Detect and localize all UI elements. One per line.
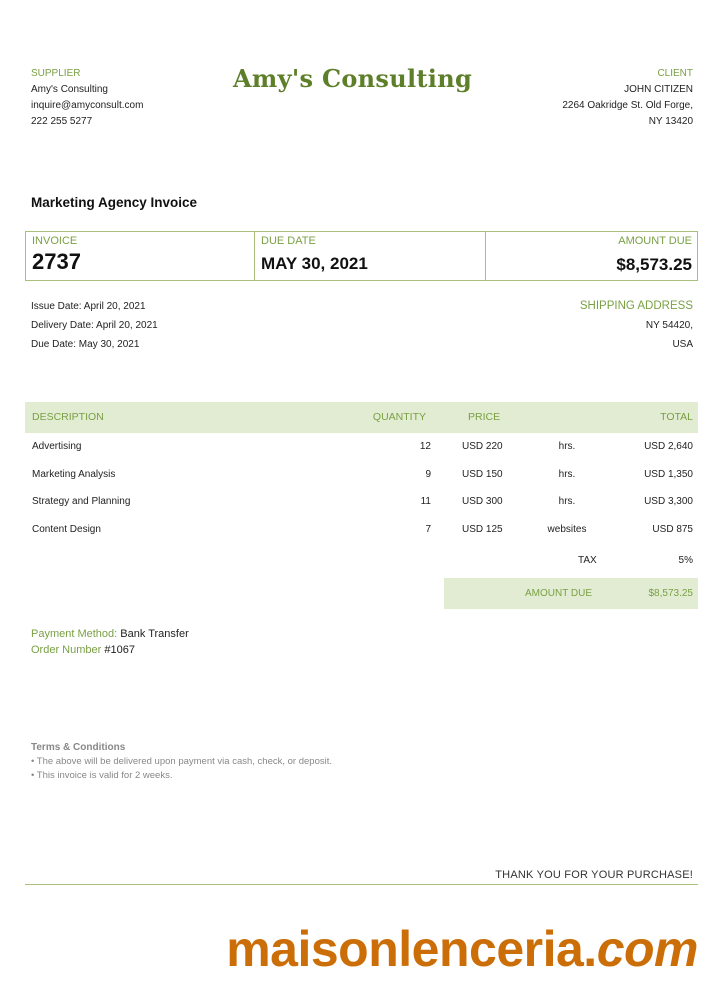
table-row [25,433,698,461]
header-quantity: QUANTITY [372,411,426,423]
supplier-label: SUPPLIER [31,68,81,79]
table-row [25,516,698,544]
row-total: USD 3,300 [644,496,693,507]
watermark-main: maisonlenceria. [226,921,597,977]
due-date-line: Due Date: May 30, 2021 [31,339,140,350]
supplier-phone: 222 255 5277 [31,116,93,127]
shipping-address [580,297,693,354]
due-date-cell [255,232,486,280]
supplier-email: inquire@amyconsult.com [31,100,144,111]
supplier-block [31,66,143,130]
supplier-name: Amy's Consulting [31,84,108,95]
watermark [226,920,698,978]
shipping-line1: NY 54420, [645,320,693,331]
amount-due-row-value: $8,573.25 [648,588,693,599]
row-quantity: 7 [425,523,431,535]
client-name: JOHN CITIZEN [624,84,693,95]
invoice-label: INVOICE [32,235,78,247]
watermark-tld: com [596,921,698,977]
invoice-number: 2737 [32,249,81,274]
table-row [25,461,698,489]
terms-line: • This invoice is valid for 2 weeks. [31,770,173,781]
client-block [562,66,693,130]
due-date-label: DUE DATE [261,235,316,247]
payment-info [31,626,189,658]
document-title: Marketing Agency Invoice [31,195,198,210]
header-total: TOTAL [660,411,693,423]
tax-row [25,547,698,575]
row-price: USD 300 [462,496,503,507]
due-date-value: MAY 30, 2021 [261,254,368,273]
terms-and-conditions [31,741,332,783]
row-description: Advertising [32,441,82,452]
row-quantity: 11 [420,496,431,507]
amount-due-row-label: AMOUNT DUE [525,588,593,599]
invoice-number-cell [26,232,255,280]
client-address-line1: 2264 Oakridge St. Old Forge, [562,100,693,111]
terms-line: • The above will be delivered upon payment via cash, check, or deposit. [31,756,332,767]
payment-method-label: Payment Method: [31,628,118,640]
row-total: USD 2,640 [644,441,693,452]
row-price: USD 125 [462,523,503,535]
row-unit: hrs. [558,441,576,452]
tax-label: TAX [578,555,597,566]
shipping-line2: USA [672,339,693,350]
shipping-address-label: SHIPPING ADDRESS [579,300,693,312]
order-number-value: #1067 [104,644,135,656]
footer-divider [25,884,698,885]
row-unit: hrs. [558,496,576,507]
header-description: DESCRIPTION [32,411,104,423]
row-quantity: 9 [425,468,431,480]
header-price: PRICE [468,411,501,423]
delivery-date: Delivery Date: April 20, 2021 [31,320,158,331]
tax-value: 5% [678,555,693,566]
brand-title: Amy's Consulting [233,64,473,93]
table-header [25,402,698,433]
amount-due-value: $8,573.25 [616,255,692,274]
amount-due-row [444,578,698,609]
row-unit: websites [547,523,587,535]
payment-method-value: Bank Transfer [120,628,189,640]
amount-due-label: AMOUNT DUE [618,235,692,247]
invoice-dates [31,297,158,354]
table-row [25,488,698,516]
invoice-summary-box [25,231,698,281]
issue-date: Issue Date: April 20, 2021 [31,301,146,312]
order-number-label: Order Number [31,644,102,656]
amount-due-cell [486,232,697,280]
thank-you-message: THANK YOU FOR YOUR PURCHASE! [495,869,693,881]
row-description: Marketing Analysis [32,468,116,480]
row-quantity: 12 [419,441,431,452]
line-items-table [25,402,698,543]
row-description: Strategy and Planning [32,496,131,507]
row-unit: hrs. [558,468,576,480]
row-description: Content Design [32,523,101,535]
row-price: USD 220 [462,441,503,452]
client-label: CLIENT [657,68,693,79]
client-address-line2: NY 13420 [648,116,693,127]
row-price: USD 150 [462,468,503,480]
row-total: USD 875 [652,523,693,535]
terms-heading: Terms & Conditions [31,742,126,753]
row-total: USD 1,350 [644,468,693,480]
